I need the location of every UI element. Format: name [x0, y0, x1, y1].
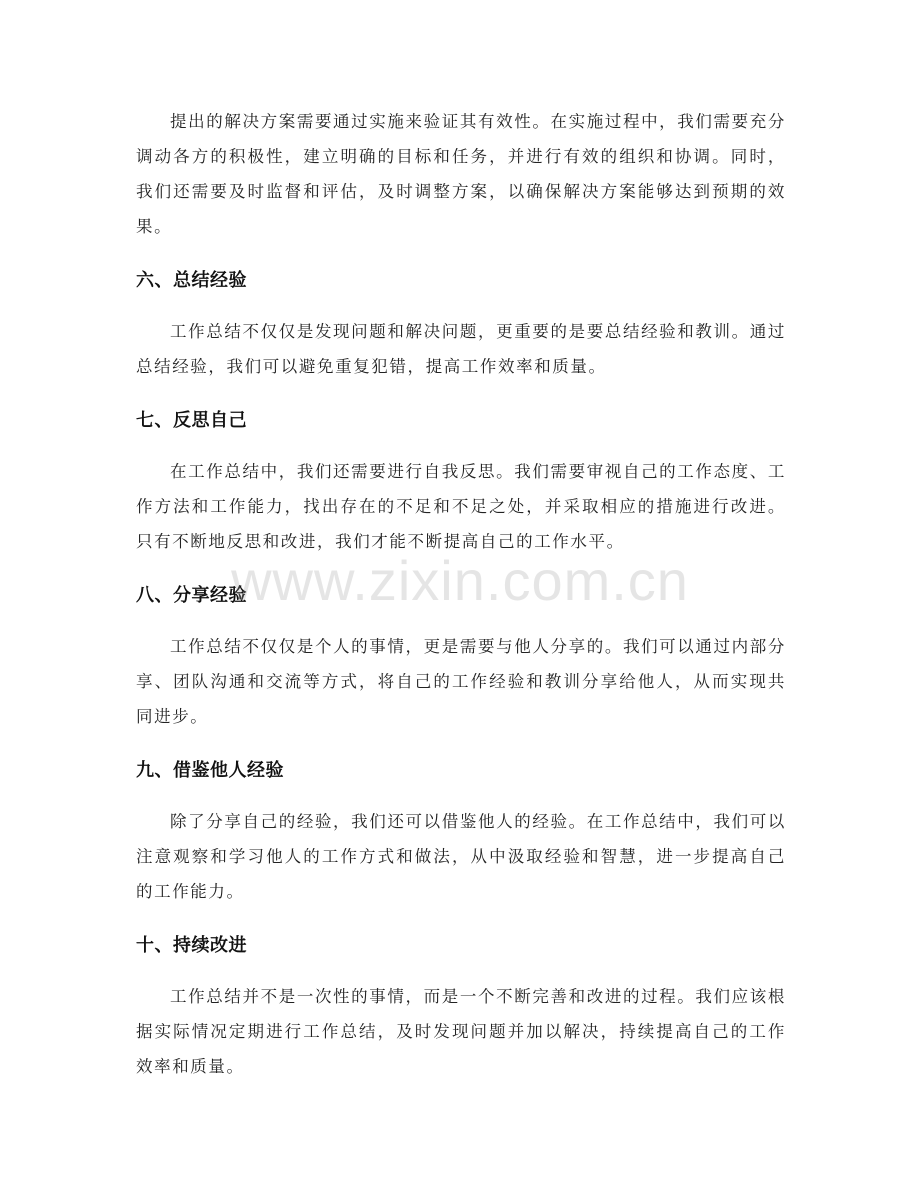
document-body	[136, 104, 786, 1084]
section-heading-9: 九、借鉴他人经验	[136, 760, 284, 781]
section-paragraph-7: 在工作总结中，我们还需要进行自我反思。我们需要审视自己的工作态度、工作方法和工作能力，找出存在的不足和不足之处，并采取相应的措施进行改进。只有不断地反思和改进，我们才能不断提高自己的工作水平。	[136, 462, 786, 551]
section-paragraph-8: 工作总结不仅仅是个人的事情，更是需要与他人分享的。我们可以通过内部分享、团队沟通和交流等方式，将自己的工作经验和教训分享给他人，从而实现共同进步。	[136, 637, 786, 726]
section-paragraph-10: 工作总结并不是一次性的事情，而是一个不断完善和改进的过程。我们应该根据实际情况定期进行工作总结，及时发现问题并加以解决，持续提高自己的工作效率和质量。	[136, 987, 786, 1076]
section-paragraph-9: 除了分享自己的经验，我们还可以借鉴他人的经验。在工作总结中，我们可以注意观察和学习他人的工作方式和做法，从中汲取经验和智慧，进一步提高自己的工作能力。	[136, 812, 786, 901]
section-heading-7: 七、反思自己	[136, 410, 247, 431]
watermark: www.zixin.com.cn	[231, 549, 689, 612]
section-heading-8: 八、分享经验	[136, 585, 247, 606]
section-heading-10: 十、持续改进	[136, 935, 247, 956]
intro-paragraph: 提出的解决方案需要通过实施来验证其有效性。在实施过程中，我们需要充分调动各方的积极性，建立明确的目标和任务，并进行有效的组织和协调。同时，我们还需要及时监督和评估，及时调整方案，以确保解决方案能够达到预期的效果。	[136, 112, 786, 236]
section-paragraph-6: 工作总结不仅仅是发现问题和解决问题，更重要的是要总结经验和教训。通过总结经验，我们可以避免重复犯错，提高工作效率和质量。	[136, 322, 786, 376]
section-heading-6: 六、总结经验	[136, 270, 247, 291]
